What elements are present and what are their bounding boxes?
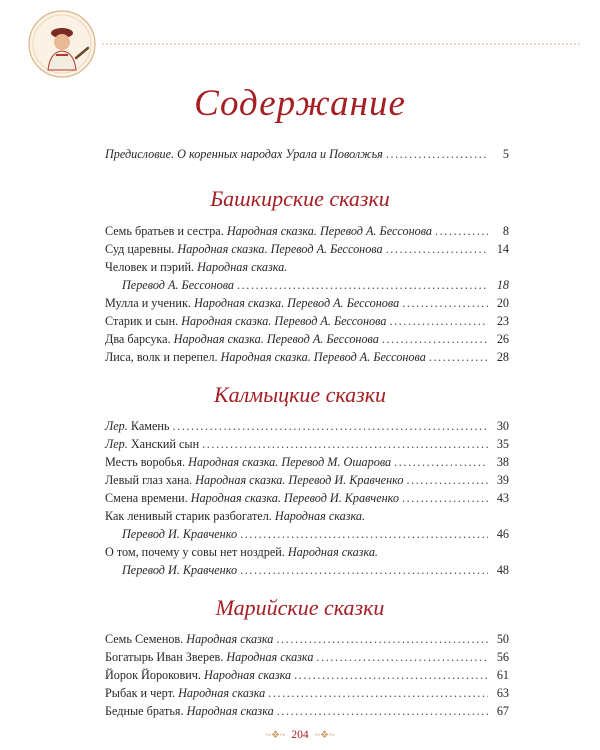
leader-dots bbox=[402, 294, 488, 312]
leader-dots bbox=[316, 648, 488, 666]
section-heading-mari: Марийские сказки bbox=[215, 595, 385, 620]
entry-page: 23 bbox=[496, 314, 509, 328]
leader-dots bbox=[268, 684, 488, 702]
page-title: Содержание bbox=[194, 83, 406, 124]
entry-note: Народная сказка. Перевод И. Кравченко bbox=[190, 491, 399, 505]
entry-page: 46 bbox=[496, 527, 509, 541]
ornament-left-icon: ~❖~ bbox=[265, 729, 286, 741]
entry-note: Перевод А. Бессонова bbox=[122, 278, 235, 292]
toc-entry-first-line[interactable] bbox=[105, 258, 287, 276]
toc-entry[interactable] bbox=[105, 417, 509, 435]
entry-title: Предисловие. О коренных народах Урала и Поволжья bbox=[105, 147, 383, 161]
toc-entry[interactable] bbox=[105, 240, 509, 258]
toc-entry-first-line[interactable] bbox=[105, 543, 378, 561]
entry-note: Народная сказка bbox=[226, 650, 314, 664]
entry-title: Два барсука. bbox=[105, 332, 171, 346]
toc-entry-preface[interactable] bbox=[105, 145, 509, 163]
corner-character-illustration bbox=[26, 8, 98, 80]
leader-dots bbox=[386, 145, 488, 163]
leader-dots bbox=[240, 525, 488, 543]
entry-page: 67 bbox=[496, 704, 509, 718]
toc-entry[interactable] bbox=[105, 471, 509, 489]
entry-title: Левый глаз хана. bbox=[105, 473, 193, 487]
entry-note: Народная сказка bbox=[204, 668, 292, 682]
toc-entry[interactable] bbox=[105, 453, 509, 471]
entry-title: Как ленивый старик разбогател. bbox=[105, 509, 272, 523]
entry-title: Бедные братья. bbox=[105, 704, 184, 718]
entry-title: Богатырь Иван Зверев. bbox=[105, 650, 224, 664]
toc-entry-continuation[interactable] bbox=[122, 525, 509, 543]
entry-title: О том, почему у совы нет ноздрей. bbox=[105, 545, 285, 559]
entry-page: 38 bbox=[496, 455, 509, 469]
entry-page: 5 bbox=[502, 147, 509, 161]
entry-note: Народная сказка. Перевод А. Бессонова bbox=[177, 242, 383, 256]
entry-page: 14 bbox=[496, 242, 509, 256]
toc-entry-continuation[interactable] bbox=[122, 561, 509, 579]
entry-note: Народная сказка bbox=[178, 686, 266, 700]
leader-dots bbox=[237, 276, 488, 294]
entry-page: 56 bbox=[496, 650, 509, 664]
entry-note: Перевод И. Кравченко bbox=[122, 527, 238, 541]
entry-page: 48 bbox=[496, 563, 509, 577]
entry-page: 39 bbox=[496, 473, 509, 487]
leader-dots bbox=[386, 240, 488, 258]
entry-note: Народная сказка. bbox=[274, 509, 366, 523]
entry-note: Народная сказка. Перевод М. Ошарова bbox=[188, 455, 392, 469]
entry-page: 30 bbox=[496, 419, 509, 433]
leader-dots bbox=[240, 561, 488, 579]
decorative-border bbox=[102, 40, 582, 48]
entry-note: Народная сказка. bbox=[197, 260, 288, 274]
toc-entry[interactable] bbox=[105, 702, 509, 720]
entry-page: 63 bbox=[496, 686, 509, 700]
toc-entry[interactable] bbox=[105, 648, 509, 666]
entry-note: Народная сказка. Перевод А. Бессонова bbox=[220, 350, 426, 364]
entry-page: 50 bbox=[496, 632, 509, 646]
entry-title: Смена времени. bbox=[105, 491, 188, 505]
leader-dots bbox=[276, 630, 488, 648]
leader-dots bbox=[394, 453, 488, 471]
entry-title: Ханский сын bbox=[130, 437, 200, 451]
entry-page: 20 bbox=[496, 296, 509, 310]
entry-title: Человек и пэрий. bbox=[105, 260, 195, 274]
toc-entry-first-line[interactable] bbox=[105, 507, 365, 525]
entry-title: Месть воробья. bbox=[105, 455, 186, 469]
entry-note: Народная сказка. Перевод А. Бессонова bbox=[181, 314, 387, 328]
leader-dots bbox=[389, 312, 488, 330]
page-footer bbox=[0, 725, 600, 745]
entry-title: Старик и сын. bbox=[105, 314, 179, 328]
entry-prefix: Лер. bbox=[105, 419, 128, 433]
toc-entry[interactable] bbox=[105, 330, 509, 348]
toc-entry-continuation[interactable] bbox=[122, 276, 509, 294]
entry-note: Народная сказка. Перевод А. Бессонова bbox=[193, 296, 400, 310]
entry-page: 28 bbox=[496, 350, 509, 364]
entry-page: 35 bbox=[496, 437, 509, 451]
leader-dots bbox=[435, 222, 488, 240]
entry-page: 8 bbox=[502, 224, 509, 238]
entry-title: Семь братьев и сестра. bbox=[105, 224, 224, 238]
leader-dots bbox=[202, 435, 488, 453]
entry-note: Народная сказка. bbox=[287, 545, 378, 559]
leader-dots bbox=[406, 471, 488, 489]
entry-title: Камень bbox=[130, 419, 170, 433]
entry-note: Народная сказка. Перевод А. Бессонова bbox=[173, 332, 379, 346]
entry-page: 18 bbox=[496, 278, 509, 292]
section-heading-bashkir: Башкирские сказки bbox=[210, 186, 390, 211]
toc-entry[interactable] bbox=[105, 666, 509, 684]
toc-entry[interactable] bbox=[105, 630, 509, 648]
entry-title: Рыбак и черт. bbox=[105, 686, 176, 700]
entry-note: Народная сказка. Перевод А. Бессонова bbox=[226, 224, 433, 238]
toc-entry[interactable] bbox=[105, 489, 509, 507]
toc-entry[interactable] bbox=[105, 435, 509, 453]
entry-title: Йорок Йорокович. bbox=[105, 668, 201, 682]
toc-entry[interactable] bbox=[105, 294, 509, 312]
entry-page: 61 bbox=[496, 668, 509, 682]
entry-title: Лиса, волк и перепел. bbox=[105, 350, 218, 364]
entry-note: Народная сказка bbox=[186, 704, 274, 718]
entry-note: Перевод И. Кравченко bbox=[122, 563, 238, 577]
toc-entry[interactable] bbox=[105, 312, 509, 330]
entry-page: 26 bbox=[496, 332, 509, 346]
entry-prefix: Лер. bbox=[105, 437, 128, 451]
ornament-right-icon: ~❖~ bbox=[314, 729, 335, 741]
entry-title: Суд царевны. bbox=[105, 242, 175, 256]
leader-dots bbox=[402, 489, 488, 507]
toc-entry[interactable] bbox=[105, 684, 509, 702]
entry-page: 43 bbox=[496, 491, 509, 505]
toc-entry[interactable] bbox=[105, 222, 509, 240]
entry-title: Семь Семенов. bbox=[105, 632, 184, 646]
section-heading-kalmyk: Калмыцкие сказки bbox=[213, 382, 387, 407]
entry-note: Народная сказка. Перевод И. Кравченко bbox=[195, 473, 404, 487]
leader-dots bbox=[277, 702, 488, 720]
leader-dots bbox=[429, 348, 488, 366]
toc-entry[interactable] bbox=[105, 348, 509, 366]
entry-note: Народная сказка bbox=[186, 632, 274, 646]
page-number: 204 bbox=[291, 729, 309, 741]
leader-dots bbox=[294, 666, 488, 684]
leader-dots bbox=[382, 330, 488, 348]
leader-dots bbox=[172, 417, 488, 435]
entry-title: Мулла и ученик. bbox=[105, 296, 191, 310]
